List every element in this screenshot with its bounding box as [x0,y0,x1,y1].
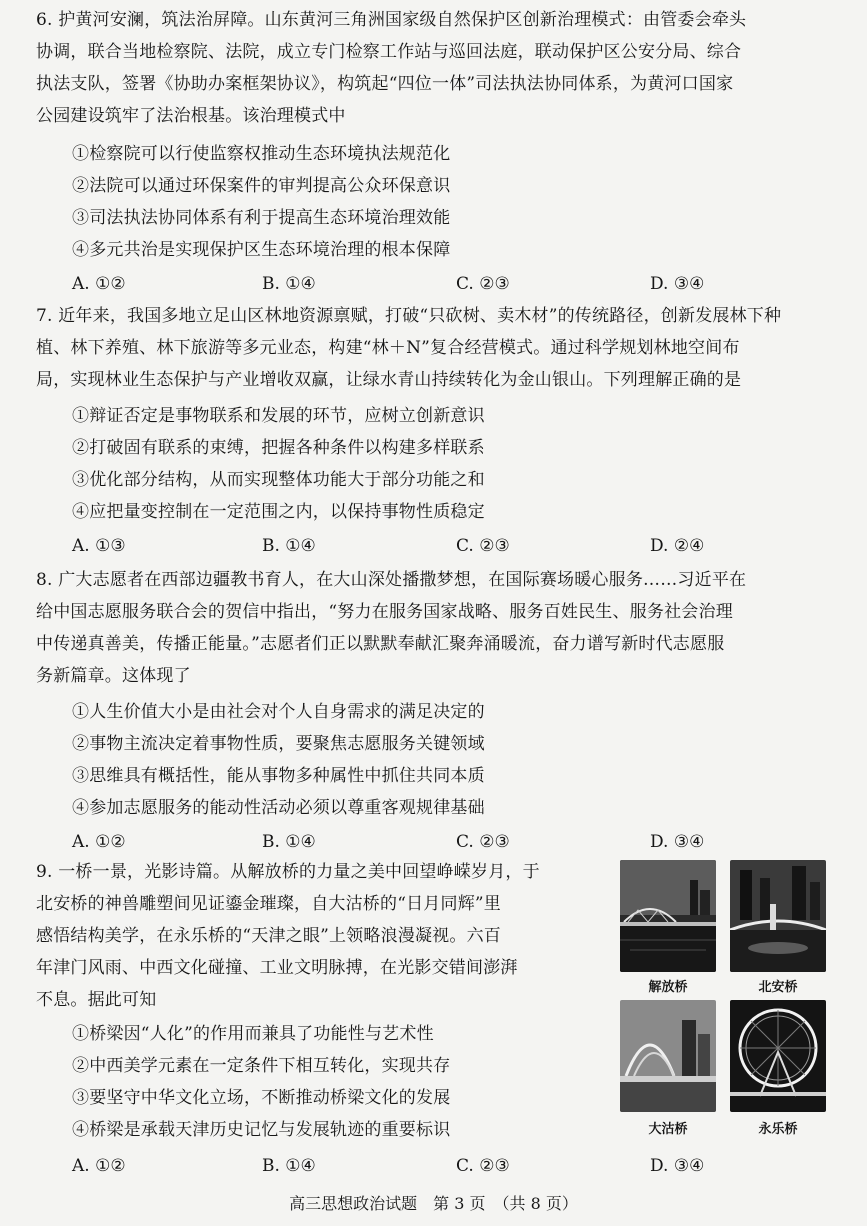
question-stem-line: 7. 近年来，我国多地立足山区林地资源禀赋，打破“只砍树、卖木材”的传统路径，创新发展林下种 [36,306,782,326]
statement-item: ④多元共治是实现保护区生态环境治理的根本保障 [72,240,451,260]
option-d[interactable]: D. ②④ [650,536,705,556]
statement-item: ②法院可以通过环保案件的审判提高公众环保意识 [72,176,451,196]
statement-item: ②中西美学元素在一定条件下相互转化，实现共存 [72,1056,451,1076]
statement-item: ③优化部分结构，从而实现整体功能大于部分功能之和 [72,470,485,490]
bridge-caption: 大沽桥 [648,1122,688,1137]
statement-item: ③思维具有概括性，能从事物多种属性中抓住共同本质 [72,766,485,786]
bridge-caption: 北安桥 [758,980,798,995]
option-a[interactable]: A. ①② [72,274,126,294]
statement-item: ①辩证否定是事物联系和发展的环节，应树立创新意识 [72,406,485,426]
statement-item: ③司法执法协同体系有利于提高生态环境治理效能 [72,208,451,228]
option-a[interactable]: A. ①② [72,1156,126,1176]
option-a[interactable]: A. ①② [72,832,126,852]
question-stem-line: 协调，联合当地检察院、法院，成立专门检察工作站与巡回法庭，联动保护区公安分局、综合 [36,42,742,62]
statement-item: ③要坚守中华文化立场，不断推动桥梁文化的发展 [72,1088,451,1108]
bridge-photo-jiefang [620,860,716,972]
question-stem-line: 局，实现林业生态保护与产业增收双赢，让绿水青山持续转化为金山银山。下列理解正确的是 [36,370,742,390]
page-footer: 高三思想政治试题 第 3 页 （共 8 页） [289,1194,578,1213]
question-stem-line: 植、林下养殖、林下旅游等多元业态，构建“林＋N”复合经营模式。通过科学规划林地空间布 [36,338,740,358]
bridge-caption: 解放桥 [648,980,688,995]
option-a[interactable]: A. ①③ [72,536,126,556]
question-stem-line: 中传递真善美，传播正能量。”志愿者们正以默默奉献汇聚奔涌暖流，奋力谱写新时代志愿服 [36,634,725,654]
question-stem-line: 感悟结构美学，在永乐桥的“天津之眼”上领略浪漫凝视。六百 [36,926,501,946]
bridge-caption: 永乐桥 [758,1122,798,1137]
option-c[interactable]: C. ②③ [456,274,510,294]
statement-item: ②打破固有联系的束缚，把握各种条件以构建多样联系 [72,438,485,458]
statement-item: ①检察院可以行使监察权推动生态环境执法规范化 [72,144,451,164]
question-stem-line: 务新篇章。这体现了 [36,666,191,686]
statement-item: ④应把量变控制在一定范围之内，以保持事物性质稳定 [72,502,485,522]
option-c[interactable]: C. ②③ [456,536,510,556]
question-stem-line: 不息。据此可知 [36,990,157,1010]
statement-item: ②事物主流决定着事物性质，要聚焦志愿服务关键领域 [72,734,485,754]
bridge-photo-beian [730,860,826,972]
statement-item: ①人生价值大小是由社会对个人自身需求的满足决定的 [72,702,485,722]
option-c[interactable]: C. ②③ [456,1156,510,1176]
bridge-photo-dagu [620,1000,716,1112]
question-stem-line: 北安桥的神兽雕塑间见证鎏金璀璨，自大沽桥的“日月同辉”里 [36,894,501,914]
statement-item: ④参加志愿服务的能动性活动必须以尊重客观规律基础 [72,798,485,818]
option-d[interactable]: D. ③④ [650,832,705,852]
question-stem-line: 年津门风雨、中西文化碰撞、工业文明脉搏，在光影交错间澎湃 [36,958,518,978]
statement-item: ①桥梁因“人化”的作用而兼具了功能性与艺术性 [72,1024,434,1044]
statement-item: ④桥梁是承载天津历史记忆与发展轨迹的重要标识 [72,1120,451,1140]
option-c[interactable]: C. ②③ [456,832,510,852]
option-d[interactable]: D. ③④ [650,274,705,294]
option-b[interactable]: B. ①④ [262,1156,316,1176]
option-b[interactable]: B. ①④ [262,832,316,852]
option-b[interactable]: B. ①④ [262,536,316,556]
question-stem-line: 6. 护黄河安澜，筑法治屏障。山东黄河三角洲国家级自然保护区创新治理模式：由管委会牵头 [36,10,747,30]
bridge-photo-yongle [730,1000,826,1112]
question-stem-line: 8. 广大志愿者在西部边疆教书育人，在大山深处播撒梦想，在国际赛场暖心服务……习近平在 [36,570,747,590]
question-stem-line: 9. 一桥一景，光影诗篇。从解放桥的力量之美中回望峥嵘岁月，于 [36,862,540,882]
question-stem-line: 执法支队，签署《协助办案框架协议》，构筑起“四位一体”司法执法协同体系，为黄河口国家 [36,74,734,94]
question-stem-line: 给中国志愿服务联合会的贺信中指出，“努力在服务国家战略、服务百姓民生、服务社会治理 [36,602,733,622]
option-b[interactable]: B. ①④ [262,274,316,294]
option-d[interactable]: D. ③④ [650,1156,705,1176]
question-stem-line: 公园建设筑牢了法治根基。该治理模式中 [36,106,346,126]
